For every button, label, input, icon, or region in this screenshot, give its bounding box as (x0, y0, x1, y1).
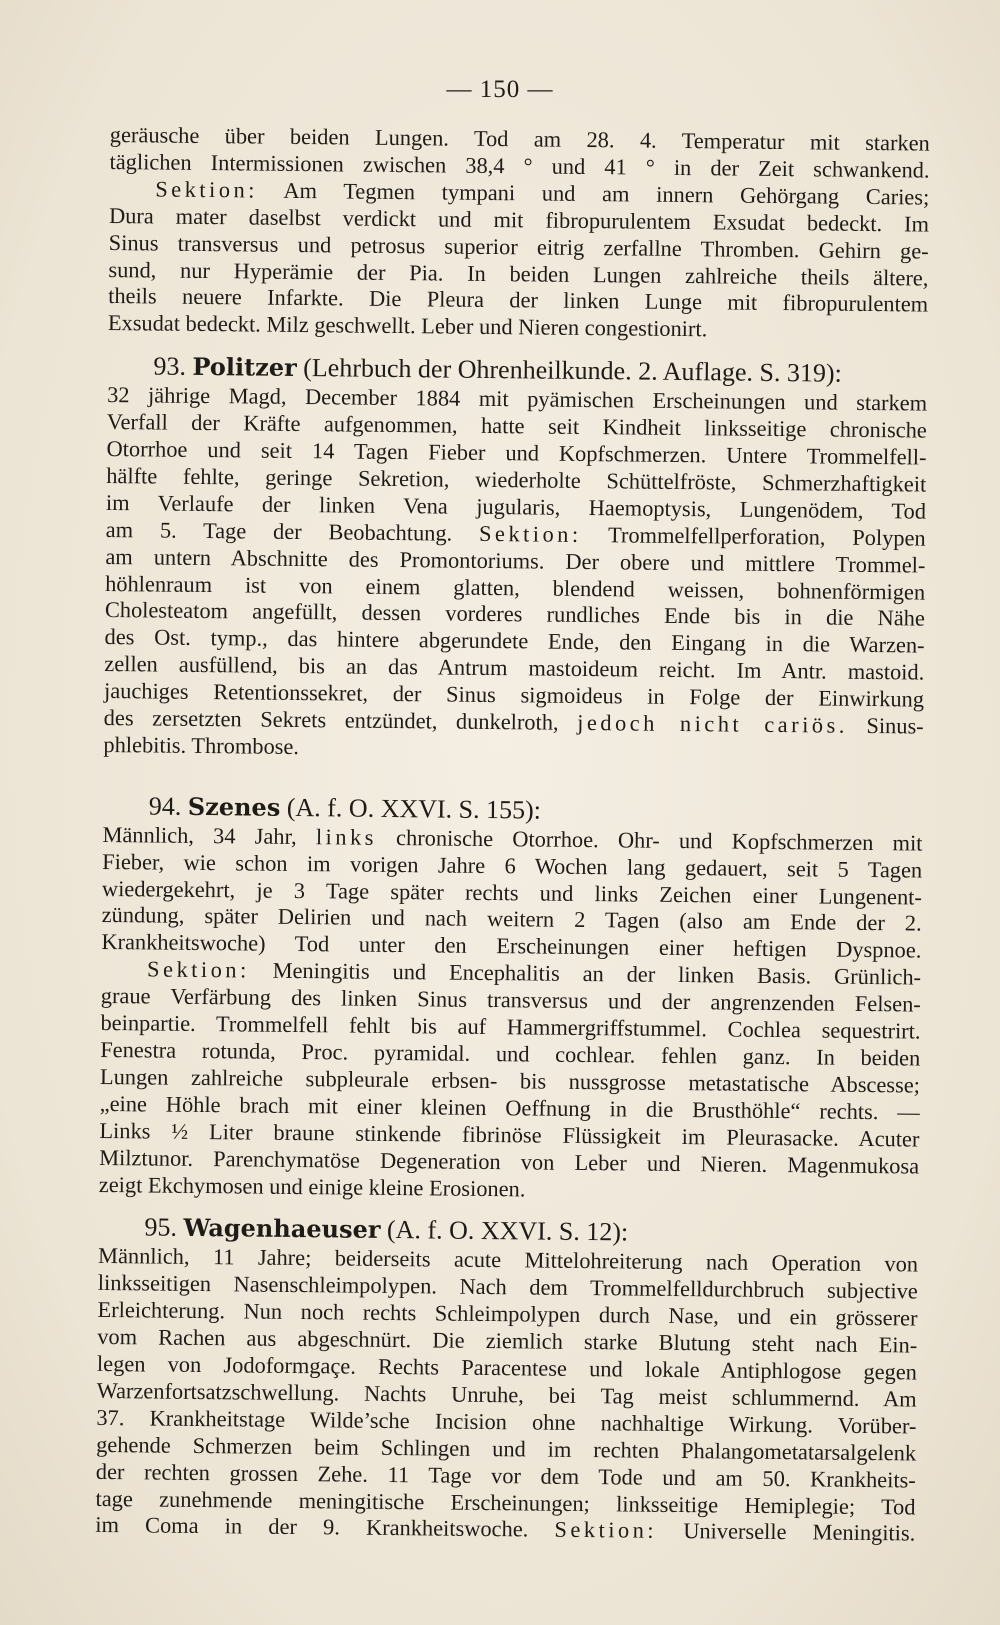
case-author: Wagenhaeuser (183, 1213, 381, 1245)
case-source: (A. f. O. XXVI. S. 155): (280, 792, 542, 825)
text-line: geräusche über beiden Lungen. Tod am 28. 4. Temperatur mit starken (109, 122, 930, 156)
text-line: Krankheitswoche) Tod unter den Erscheinungen einer heftigen Dyspnoe. (101, 929, 922, 963)
text-run: des zersetzten Sekrets entzündet, dunkelroth, (103, 704, 578, 735)
case-number: 94. (148, 791, 182, 821)
text-line: Otorrhoe und seit 14 Tagen Fieber und Kopfschmerzen. Untere Trommelfell- (106, 435, 927, 470)
text-line: linksseitigen Nasenschleimpolypen. Nach dem Trommelfelldurchbruch subjective (97, 1270, 918, 1304)
emphasis-text: links (315, 823, 378, 850)
text-run: chronische Otorrhoe. Ohr- und Kopfschmerzen mit (376, 824, 923, 856)
text-line: zündung, später Delirien und nach weitern 2 Tagen (also am Ende der 2. (101, 902, 922, 937)
sektion-label: Sektion: (478, 520, 582, 547)
text-line: Cholesteatom angefüllt, dessen vorderes rundliches Ende bis in die Nähe (104, 597, 925, 631)
text-line: hälfte fehlte, geringe Sekretion, wiederholte Schüttelfröste, Schmerzhaftigkeit (106, 462, 927, 497)
text-run: Sinus- (847, 712, 924, 739)
case-source: (A. f. O. XXVI. S. 12): (380, 1215, 629, 1247)
text-run: im Coma in der 9. Krankheitswoche. (95, 1512, 555, 1543)
case-93 (103, 353, 927, 767)
text-line: der rechten grossen Zehe. 11 Tage vor dem Tode und am 50. Krankheits- (95, 1458, 916, 1493)
text-line: im Verlaufe der linken Vena jugularis, Haemoptysis, Lungenödem, Tod (105, 489, 927, 524)
text-line: höhlenraum ist von einem glatten, blendend weissen, bohnenförmigen (105, 570, 926, 605)
text-line: graue Verfärbung des linken Sinus transversus und der angrenzenden Felsen- (100, 983, 921, 1017)
text-line: phlebitis. Thrombose. (103, 731, 300, 759)
text-line: Fenestra rotunda, Proc. pyramidal. und cochlear. fehlen ganz. In beiden (100, 1036, 921, 1071)
text-run: Männlich, 34 Jahr, (102, 821, 317, 849)
text-line: Sinus transversus und petrosus superior eitrig zerfallne Thromben. Gehirn ge- (108, 229, 929, 264)
text-line: Verfall der Kräfte aufgenommen, hatte seit Kindheit linksseitige chronische (106, 409, 927, 443)
case-95 (95, 1214, 918, 1547)
text-line: Exsudat bedeckt. Milz geschwellt. Leber und Nieren congestionirt. (107, 310, 708, 342)
text-run: Universelle Meningitis. (656, 1518, 916, 1546)
intro-section (108, 122, 930, 346)
text-line: zeigt Ekchymosen und einige kleine Erosionen. (98, 1171, 526, 1201)
text-run: Am Tegmen tympani und am innern Gehörgang Caries; (257, 177, 930, 210)
text-line: zellen ausfüllend, bis an das Antrum mastoideum reicht. Im Antr. mastoid. (104, 651, 925, 685)
text-line: täglichen Intermissionen zwischen 38,4 ° und 41 ° in der Zeit schwankend. (109, 148, 930, 183)
case-number: 93. (153, 351, 187, 382)
text-line: am untern Abschnitte des Promontoriums. Der obere und mittlere Trommel- (105, 543, 926, 578)
text-line: des Ost. tymp., das hintere abgerundete Ende, den Eingang in die Warzen- (104, 624, 925, 658)
text-line: Warzenfortsatzschwellung. Nachts Unruhe, bei Tag meist schlummernd. Am (96, 1377, 917, 1412)
text-line: theils neuere Infarkte. Die Pleura der linken Lunge mit fibropurulentem (108, 283, 929, 318)
case-author: Politzer (192, 352, 297, 383)
text-line: Männlich, 11 Jahre; beiderseits acute Mittelohreiterung nach Operation von (97, 1243, 919, 1277)
text-line: 32 jährige Magd, December 1884 mit pyämischen Erscheinungen und starkem (107, 382, 928, 416)
text-line: legen von Jodoformgaçe. Rechts Paracentese und lokale Antiphlogose gegen (96, 1350, 918, 1385)
text-line: vom Rachen aus abgeschnürt. Die ziemlich starke Blutung steht nach Ein- (97, 1323, 918, 1358)
text-line: gehende Schmerzen beim Schlingen und im rechten Phalangometatarsalgelenk (96, 1431, 917, 1466)
text-line: „eine Höhle brach mit einer kleinen Oeffnung in die Brusthöhle“ rechts. — (99, 1090, 920, 1125)
page-body (95, 122, 930, 1548)
text-line: wiedergekehrt, je 3 Tage später rechts und links Zeichen einer Lungenent- (101, 875, 923, 910)
case-94 (99, 793, 923, 1207)
text-line: Fieber, wie schon im vorigen Jahre 6 Wochen lang gedauert, seit 5 Tagen (102, 848, 923, 883)
sektion-label: Sektion: (554, 1517, 658, 1544)
text-run: am 5. Tage der Beobachtung. (105, 516, 480, 546)
text-line: 37. Krankheitstage Wilde’sche Incision ohne nachhaltige Wirkung. Vorüber- (96, 1404, 917, 1439)
text-line: Dura mater daselbst verdickt und mit fibropurulentem Exsudat bedeckt. Im (108, 202, 930, 237)
text-run: Trommelfellperforation, Polypen (581, 521, 926, 551)
text-line: Links ½ Liter braune stinkende fibrinöse Flüssigkeit im Pleurasacke. Acuter (99, 1117, 920, 1152)
page-number: — 150 — (446, 76, 554, 103)
text-line: sund, nur Hyperämie der Pia. In beiden Lungen zahlreiche theils ältere, (108, 256, 929, 291)
text-line: Lungen zahlreiche subpleurale erbsen- bis nussgrosse metastatische Abscesse; (99, 1063, 921, 1098)
sektion-label: Sektion: (155, 176, 259, 203)
text-line: Milztunor. Parenchymatöse Degeneration von Leber und Nieren. Magenmukosa (99, 1144, 920, 1179)
emphasis-text: jedoch nicht cariös. (577, 709, 849, 738)
case-author: Szenes (187, 791, 281, 822)
text-line: tage zunehmende meningitische Erscheinungen; linksseitige Hemiplegie; Tod (95, 1485, 916, 1520)
text-line: beinpartie. Trommelfell fehlt bis auf Hammergriffstummel. Cochlea sequestrirt. (100, 1010, 921, 1044)
case-number: 95. (144, 1212, 178, 1243)
sektion-label: Sektion: (146, 956, 250, 983)
case-source: (Lehrbuch der Ohrenheilkunde. 2. Auflage. S. 319): (296, 353, 842, 388)
text-line: Erleichterung. Nun noch rechts Schleimpolypen durch Nase, und ein grösserer (97, 1297, 918, 1331)
text-run: Meningitis und Encephalitis an der linken Basis. Grünlich- (249, 957, 922, 990)
text-line: jauchiges Retentionssekret, der Sinus sigmoideus in Folge der Einwirkung (103, 678, 925, 712)
